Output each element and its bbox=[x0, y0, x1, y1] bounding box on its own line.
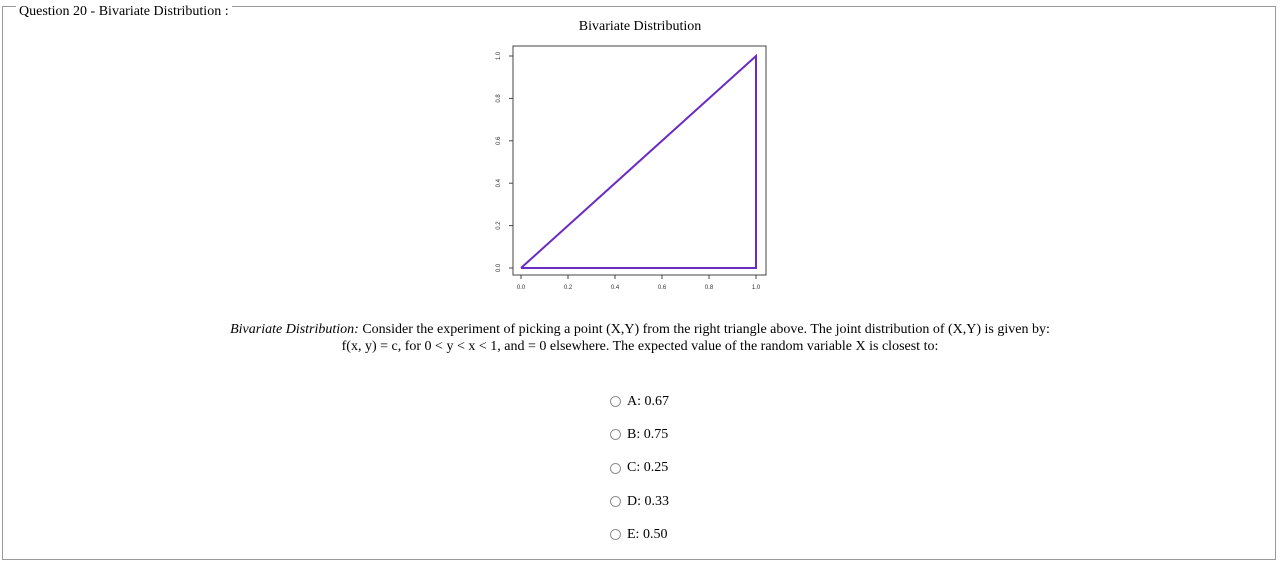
radio-b[interactable] bbox=[610, 429, 621, 440]
x-tick-label: 0.8 bbox=[704, 285, 714, 291]
option-c-label: C: 0.25 bbox=[627, 460, 669, 476]
option-a-label: A: 0.67 bbox=[627, 393, 669, 409]
option-c[interactable] bbox=[610, 452, 669, 485]
y-tick-label: 1.0 bbox=[496, 51, 502, 61]
x-tick-label: 0.4 bbox=[610, 285, 620, 291]
answer-options bbox=[610, 385, 669, 551]
x-tick-label: 0.6 bbox=[657, 285, 667, 291]
question-text bbox=[0, 321, 1280, 355]
option-e-label: E: 0.50 bbox=[627, 526, 668, 542]
x-tick-label: 1.0 bbox=[751, 285, 761, 291]
chart-title: Bivariate Distribution bbox=[578, 19, 702, 34]
bivariate-plot bbox=[480, 38, 780, 298]
radio-d[interactable] bbox=[610, 496, 621, 507]
radio-c[interactable] bbox=[610, 463, 621, 474]
radio-a[interactable] bbox=[610, 396, 621, 407]
y-tick-label: 0.4 bbox=[496, 179, 502, 188]
x-tick-label: 0.0 bbox=[516, 285, 526, 291]
option-d-label: D: 0.33 bbox=[627, 493, 669, 509]
y-tick-label: 0.8 bbox=[496, 94, 502, 103]
y-tick-label: 0.2 bbox=[496, 221, 502, 230]
y-tick-label: 0.6 bbox=[496, 136, 502, 145]
question-line-2: f(x, y) = c, for 0 < y < x < 1, and = 0 elsewhere. The expected value of the random variable X is closest to: bbox=[341, 339, 939, 354]
question-lead: Bivariate Distribution: bbox=[230, 322, 359, 337]
option-b-label: B: 0.75 bbox=[627, 426, 669, 442]
question-legend: Question 20 - Bivariate Distribution : bbox=[16, 5, 232, 19]
option-d[interactable] bbox=[610, 485, 669, 518]
radio-e[interactable] bbox=[610, 529, 621, 540]
option-b[interactable] bbox=[610, 418, 669, 451]
question-line-1: Consider the experiment of picking a point (X,Y) from the right triangle above. The joint distribution of (X,Y) is given by: bbox=[358, 322, 1050, 337]
option-a[interactable] bbox=[610, 385, 669, 418]
series-triangle bbox=[521, 56, 756, 268]
x-tick-label: 0.2 bbox=[563, 285, 573, 291]
y-tick-label: 0.0 bbox=[496, 263, 502, 273]
option-e[interactable] bbox=[610, 518, 669, 551]
